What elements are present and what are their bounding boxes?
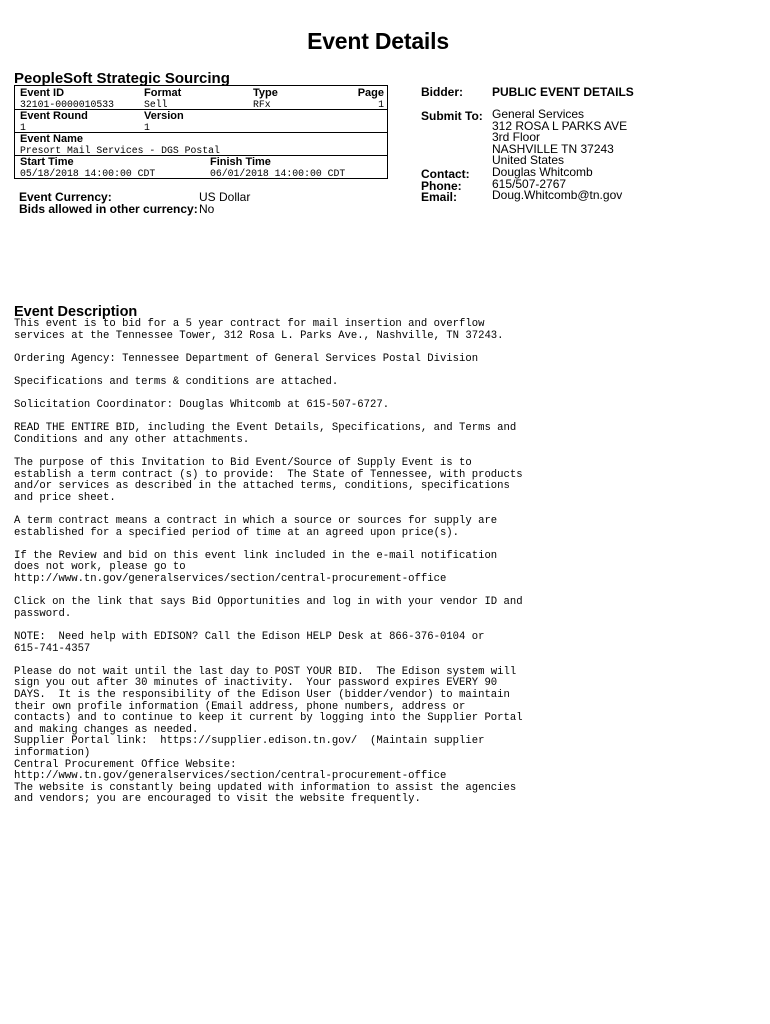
bidder-value: PUBLIC EVENT DETAILS	[492, 85, 634, 99]
submit-address-line: General Services	[492, 107, 585, 121]
page-label: Page	[357, 87, 384, 99]
event-description-body	[14, 319, 574, 806]
page-value: 1	[378, 99, 384, 110]
description-paragraph: NOTE: Need help with EDISON? Call the Edison HELP Desk at 866-376-0104 or 615-741-4357	[14, 631, 485, 655]
event-currency-value: US Dollar	[199, 190, 251, 204]
event-round-label: Event Round	[20, 110, 88, 122]
event-name-label: Event Name	[20, 133, 83, 145]
phone-value: 615/507-2767	[492, 177, 567, 191]
email-label: Email:	[421, 190, 458, 204]
description-paragraph: A term contract means a contract in which a source or sources for supply are established for a specified period of time at an agreed upon price(s).	[14, 515, 498, 539]
description-paragraph: Specifications and terms & conditions are attached.	[14, 375, 339, 388]
submit-address-line: United States	[492, 153, 565, 167]
other-currency-label: Bids allowed in other currency:	[19, 202, 198, 216]
event-id-value: 32101-0000010533	[20, 99, 115, 110]
type-value: RFx	[253, 99, 271, 110]
bidder-label: Bidder:	[421, 85, 463, 99]
email-value: Doug.Whitcomb@tn.gov	[492, 188, 623, 202]
document-title: Event Details	[307, 28, 449, 54]
start-time-label: Start Time	[20, 156, 74, 168]
phone-label: Phone:	[421, 179, 462, 193]
submit-address-line: 3rd Floor	[492, 130, 541, 144]
event-info-box	[14, 85, 388, 179]
description-paragraph: If the Review and bid on this event link included in the e-mail notification does not work, please go to http://www.tn.gov/generalservices/section/central-procurement-office	[14, 549, 498, 586]
description-paragraph: Solicitation Coordinator: Douglas Whitcomb at 615-507-6727.	[14, 399, 390, 412]
description-paragraph: Click on the link that says Bid Opportunities and log in with your vendor ID and password.	[14, 596, 523, 620]
start-time-value: 05/18/2018 14:00:00 CDT	[20, 168, 156, 179]
description-paragraph: This event is to bid for a 5 year contract for mail insertion and overflow services at the Tennessee Tower, 312 Rosa L. Parks Ave., Nashville, TN 37243.	[14, 318, 504, 342]
type-label: Type	[253, 87, 278, 99]
event-currency-label: Event Currency:	[19, 190, 112, 204]
submit-address-line: 312 ROSA L PARKS AVE	[492, 119, 628, 133]
contact-label: Contact:	[421, 167, 470, 181]
description-paragraph: Ordering Agency: Tennessee Department of General Services Postal Division	[14, 352, 479, 365]
event-id-label: Event ID	[20, 87, 65, 99]
format-label: Format	[144, 87, 182, 99]
finish-time-label: Finish Time	[210, 156, 271, 168]
organization-name: PeopleSoft Strategic Sourcing	[14, 70, 230, 87]
finish-time-value: 06/01/2018 14:00:00 CDT	[210, 168, 346, 179]
event-round-value: 1	[20, 122, 26, 133]
submit-to-label: Submit To:	[421, 109, 483, 123]
description-paragraph: READ THE ENTIRE BID, including the Event Details, Specifications, and Terms and Conditions and any other attachments.	[14, 422, 517, 446]
other-currency-value: No	[199, 202, 215, 216]
contact-value: Douglas Whitcomb	[492, 165, 593, 179]
format-value: Sell	[144, 99, 168, 110]
version-value: 1	[144, 122, 150, 133]
description-paragraph: Please do not wait until the last day to POST YOUR BID. The Edison system will sign you out after 30 minutes of inactivity. Your password expires EVERY 90 DAYS. It is the responsibility of the Edison User (bidder/vendor) to maintain their own profile information (Email address, phone numbers, address or contacts) and to continue to keep it current by logging into the Supplier Portal and making changes as needed. Supplier Portal link: https://supplier.edison.tn.gov/ (Maintain supplier information) Central Procurement Office Website: http://www.tn.gov/generalservices/section/central-procurement-office The website is constantly being updated with information to assist the agencies and vendors; you are encouraged to visit the website frequently.	[14, 665, 523, 806]
version-label: Version	[144, 110, 184, 122]
event-description-heading: Event Description	[14, 304, 138, 320]
submit-address-line: NASHVILLE TN 37243	[492, 142, 614, 156]
description-paragraph: The purpose of this Invitation to Bid Event/Source of Supply Event is to establish a term contract (s) to provide: The State of Tennessee, with products and/or services as described in the attached terms, conditions, specifications and price sheet.	[14, 457, 523, 504]
event-name-value: Presort Mail Services - DGS Postal	[20, 145, 220, 156]
